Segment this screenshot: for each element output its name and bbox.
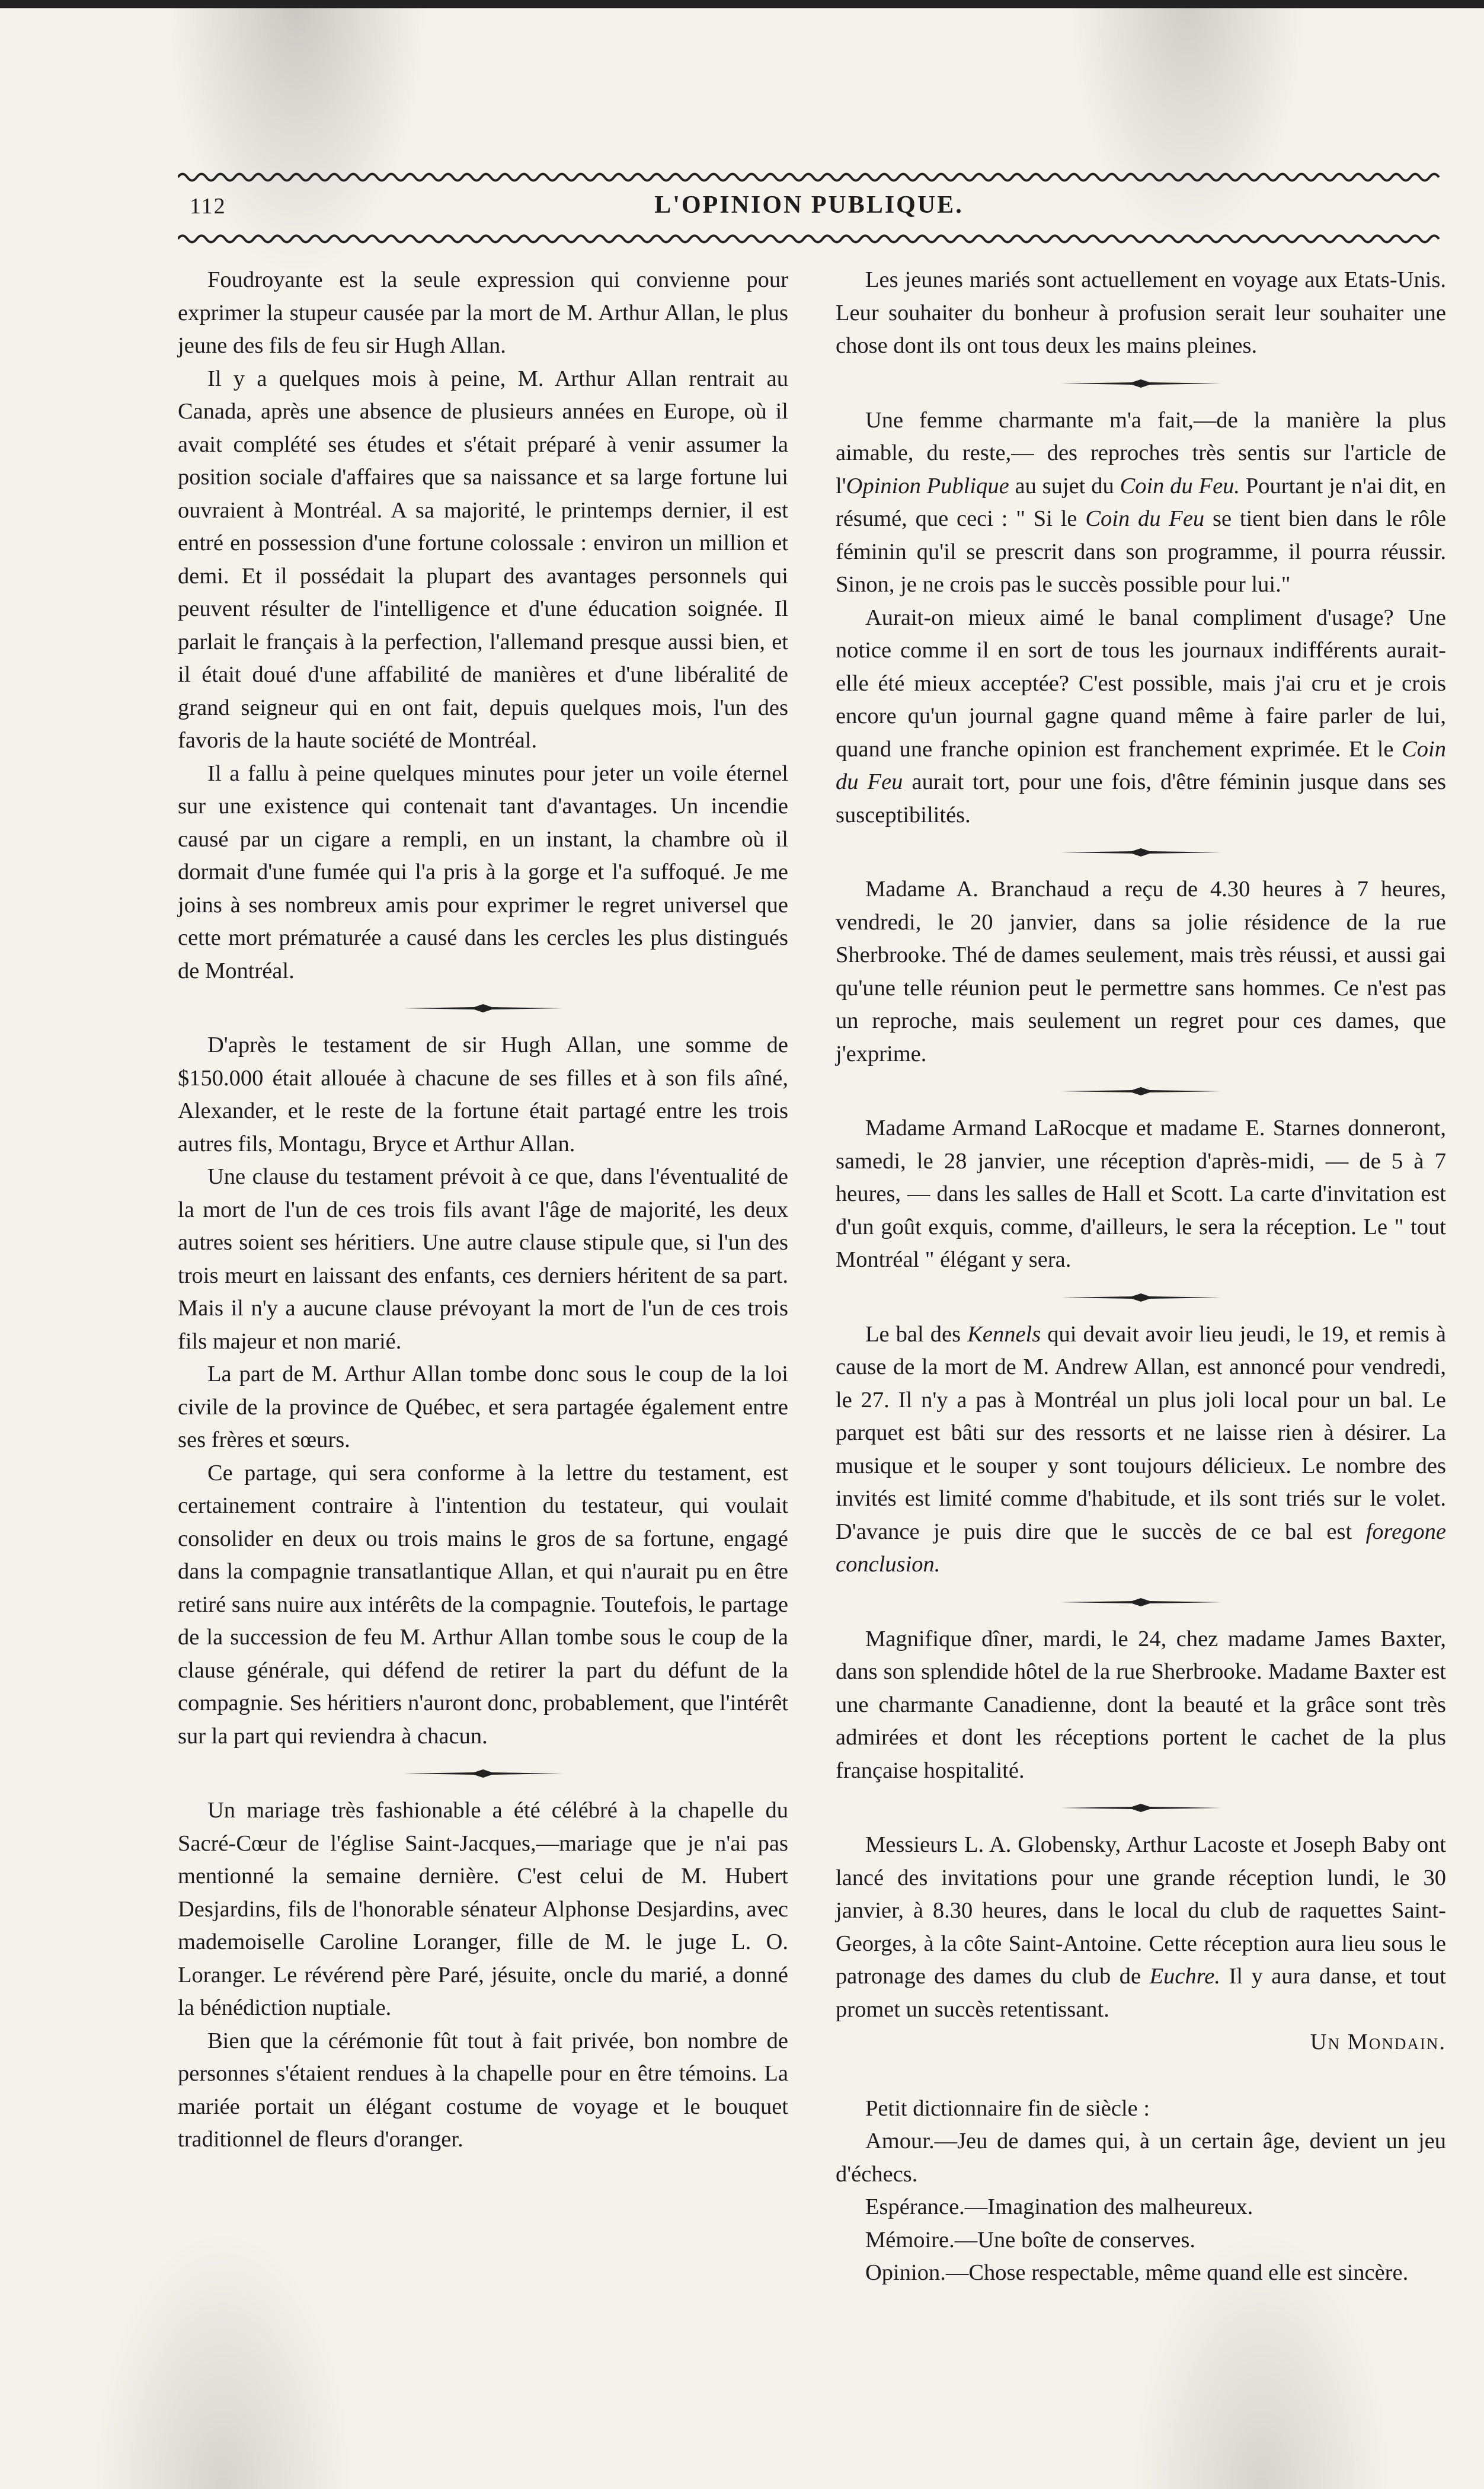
dictionary-section xyxy=(836,2092,1446,2290)
dictionary-entry: Amour.—Jeu de dames qui, à un certain âge, devient un jeu d'échecs. xyxy=(836,2129,1446,2187)
journal-name: Coin du Feu. xyxy=(1120,473,1240,499)
paragraph-baxter: Magnifique dîner, mardi, le 24, chez madame James Baxter, dans son splendide hôtel de la rue Sherbrooke. Madame Baxter est une charmante Canadienne, dont la beauté et la grâce sont très admirées et dont les réceptions portent le cachet de la plus française hospitalité. xyxy=(836,1626,1446,1783)
paragraph: Il a fallu à peine quelques minutes pour jeter un voile éternel sur une existence qui contenait tant d'avantages. Un incendie causé par un cigare a rempli, en un instant, la chambre où il dormait d'une fumée qui l'a pris à la gorge et l'a suffoqué. Je me joins à ses nombreux amis pour exprimer le regret universel que cette mort prématurée a causé dans les cercles les plus distingués de Montréal. xyxy=(178,761,788,983)
article-wedding xyxy=(178,1794,788,2156)
dictionary-entry: Mémoire.—Une boîte de conserves. xyxy=(865,2227,1196,2252)
journal-name: Coin du Feu xyxy=(836,736,1446,794)
paragraph-coin-du-feu-2: Aurait-on mieux aimé le banal compliment d'usage? Une notice comme il en sort de tous les journaux indifférents aurait-elle été mieux acceptée? C'est possible, mais j'ai cru et je crois encore qu'un journal gagne quand même à faire parler de lui, quand une franche opinion est franchement exprimée. Et le Coin du Feu aurait tort, pour une fois, d'être féminin jusque dans ses susceptibilités. xyxy=(836,605,1446,827)
club-name: Kennels xyxy=(967,1321,1041,1347)
paragraph-globensky: Messieurs L. A. Globensky, Arthur Lacoste et Joseph Baby ont lancé des invitations pour une grande réception lundi, le 30 janvier, à 8.30 heures, dans le local du club de raquettes Saint-Georges, à la côte Saint-Antoine. Cette réception aura lieu sous le patronage des dames du club de Euchre. Il y aura danse, et tout promet un succès retentissant. xyxy=(836,1832,1446,2022)
journal-name: Opinion Publique xyxy=(846,473,1009,499)
section-separator xyxy=(836,1787,1446,1829)
left-column xyxy=(178,264,788,2156)
journal-name: Coin du Feu xyxy=(1085,506,1205,531)
page-number: 112 xyxy=(190,194,226,219)
paragraph: Il y a quelques mois à peine, M. Arthur Allan rentrait au Canada, après une absence de plusieurs années en Europe, où il avait complété ses études et s'était préparé à venir assumer la position sociale d'affaires que sa naissance et sa large fortune lui ouvraient à Montréal. A sa majorité, le printemps dernier, il est entré en possession d'une fortune colossale : environ un million et demi. Et il possédait la plupart des avantages personnels qui peuvent résulter de l'intelligence et d'une éducation soignée. Il parlait le français à la perfection, l'allemand presque aussi bien, et il était doué d'une affabilité de manières et d'une libéralité de grand seigneur qui en ont fait, depuis quelques mois, l'un des favoris de la haute société de Montréal. xyxy=(178,366,788,753)
paragraph-newlyweds: Les jeunes mariés sont actuellement en voyage aux Etats-Unis. Leur souhaiter du bonheur à profusion serait leur souhaiter une chose dont ils ont tous deux les mains pleines. xyxy=(836,267,1446,358)
paragraph-coin-du-feu: Une femme charmante m'a fait,—de la manière la plus aimable, du reste,— des reproches très sentis sur l'article de l'Opinion Publique au sujet du Coin du Feu. Pourtant je n'ai dit, en résumé, que ceci : " Si le Coin du Feu se tient bien dans le rôle féminin qu'il se prescrit dans son programme, il pourra réussir. Sinon, je ne crois pas le succès possible pour lui." xyxy=(836,407,1447,597)
dictionary-title: Petit dictionnaire fin de siècle : xyxy=(865,2095,1150,2121)
paragraph-larocque: Madame Armand LaRocque et madame E. Starnes donneront, samedi, le 28 janvier, une réception d'après-midi, — de 5 à 7 heures, — dans les salles de Hall et Scott. La carte d'invitation est d'un goût exquis, comme, d'ailleurs, le sera la réception. Le " tout Montréal " élégant y sera. xyxy=(836,1116,1446,1272)
paragraph-branchaud: Madame A. Branchaud a reçu de 4.30 heures à 7 heures, vendredi, le 20 janvier, dans sa jolie résidence de la rue Sherbrooke. Thé de dames seulement, mais très réussi, et aussi gai qu'une telle réunion peut le permettre sans hommes. Ce n'est pas un reproche, mais seulement un regret pour ces dames, que j'exprime. xyxy=(836,877,1446,1066)
right-column xyxy=(836,264,1446,2290)
paragraph: Ce partage, qui sera conforme à la lettre du testament, est certainement contraire à l'intention du testateur, qui voulait consolider en deux ou trois mains le gros de sa fortune, engagé dans la compagnie transatlantique Allan, et qui n'aurait pu en être retiré sans nuire aux intérêts de la compagnie. Toutefois, le partage de la succession de feu M. Arthur Allan tombe sous le coup de la clause générale, qui défend de retirer la part du défunt de la compagnie. Ses héritiers n'auront donc, probablement, que l'intérêt sur la part qui reviendra à chacun. xyxy=(178,1460,788,1749)
spacer xyxy=(836,2059,1446,2092)
paragraph: La part de M. Arthur Allan tombe donc sous le coup de la loi civile de la province de Québec, et sera partagée également entre ses frères et sœurs. xyxy=(178,1362,788,1452)
author-signature: Un Mondain. xyxy=(1310,2030,1446,2055)
article-allan-death xyxy=(178,264,788,988)
dictionary-entry: Espérance.—Imagination des malheureux. xyxy=(865,2194,1253,2219)
article-testament xyxy=(178,1029,788,1753)
paragraph-kennels: Le bal des Kennels qui devait avoir lieu jeudi, le 19, et remis à cause de la mort de M. Andrew Allan, est annoncé pour vendredi, le 27. Il n'y a pas à Montréal un plus joli local pour un bal. Le parquet est bâti sur des ressorts et ne laisse rien à désirer. La musique et le souper y sont toujours délicieux. Le nombre des invités est limité comme d'habitude, et ils sont triés sur le volet. D'avance je puis dire que le succès de ce bal est foregone conclusion. xyxy=(836,1321,1446,1577)
dictionary-entry: Opinion.—Chose respectable, même quand elle est sincère. xyxy=(865,2260,1409,2285)
top-scan-edge xyxy=(0,0,1484,8)
section-separator xyxy=(836,363,1446,404)
paragraph: Bien que la cérémonie fût tout à fait privée, bon nombre de personnes s'étaient rendues à la chapelle pour en être témoins. La mariée portait un élégant costume de voyage et le bouquet traditionnel de fleurs d'oranger. xyxy=(178,2028,788,2152)
section-separator xyxy=(178,1753,788,1794)
section-separator xyxy=(836,832,1446,873)
section-separator xyxy=(836,1277,1446,1318)
section-separator xyxy=(836,1071,1446,1112)
paragraph: Foudroyante est la seule expression qui convienne pour exprimer la stupeur causée par la mort de M. Arthur Allan, le plus jeune des fils de feu sir Hugh Allan. xyxy=(178,267,788,358)
foreign-phrase: foregone conclusion. xyxy=(836,1519,1446,1577)
page-header xyxy=(178,188,1440,224)
section-separator xyxy=(178,988,788,1029)
club-name: Euchre. xyxy=(1149,1964,1220,1989)
bottom-wavy-rule xyxy=(178,232,1440,245)
paragraph: Une clause du testament prévoit à ce que, dans l'éventualité de la mort de l'un de ces trois fils avant l'âge de majorité, les deux autres soient ses héritiers. Une autre clause stipule que, si l'un des trois meurt en laissant des enfants, ces derniers héritent de sa part. Mais il n'y a aucune clause prévoyant la mort de l'un de ces trois fils majeur et non marié. xyxy=(178,1164,788,1354)
paragraph: D'après le testament de sir Hugh Allan, une somme de $150.000 était allouée à chacune de ses filles et à son fils aîné, Alexander, et le reste de la fortune était partagé entre les trois autres fils, Montagu, Bryce et Arthur Allan. xyxy=(178,1033,788,1156)
paragraph: Un mariage très fashionable a été célébré à la chapelle du Sacré-Cœur de l'église Saint-Jacques,—mariage que je n'ai pas mentionné la semaine dernière. C'est celui de M. Hubert Desjardins, fils de l'honorable sénateur Alphonse Desjardins, avec mademoiselle Caroline Loranger, fille de M. le juge L. O. Loranger. Le révérend père Paré, jésuite, oncle du marié, a donné la bénédiction nuptiale. xyxy=(178,1798,788,2020)
journal-title: L'OPINION PUBLIQUE. xyxy=(654,191,964,219)
section-separator xyxy=(836,1581,1446,1623)
top-wavy-rule xyxy=(178,171,1440,184)
